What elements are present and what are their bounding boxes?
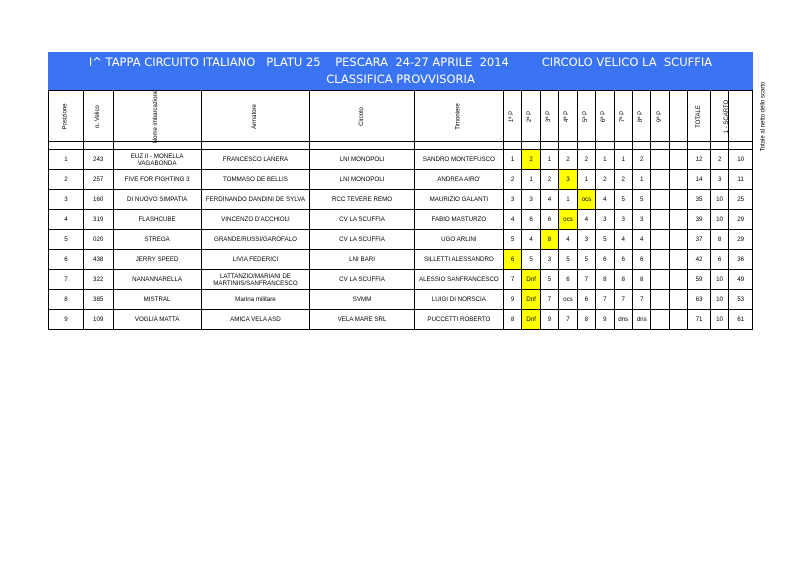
- race-score-cell: 2: [540, 170, 558, 190]
- column-header: [669, 91, 687, 142]
- column-header-label: 2ª P: [527, 110, 534, 123]
- race-score-cell: 2: [596, 170, 614, 190]
- race-score-cell: 7: [559, 310, 577, 330]
- sail-number-cell: 243: [83, 150, 113, 170]
- column-header-label: 8ª P: [638, 110, 645, 123]
- empty-cell: [669, 170, 687, 190]
- race-score-cell: [651, 270, 669, 290]
- column-header-label: Nome imbarcazione: [153, 89, 160, 144]
- race-score-cell: 9: [596, 310, 614, 330]
- race-score-cell: 5: [540, 270, 558, 290]
- race-score-cell: 3: [540, 250, 558, 270]
- column-header: [614, 91, 632, 142]
- spacer-cell: [522, 142, 540, 150]
- results-table: [48, 81, 767, 330]
- owner-cell: AMICA VELA ASD: [201, 310, 310, 330]
- empty-cell: [669, 290, 687, 310]
- race-score-cell: 7: [577, 270, 595, 290]
- race-score-cell: [651, 230, 669, 250]
- standings-title: CLASSIFICA PROVVISORIA: [326, 72, 475, 86]
- spacer-cell: [669, 142, 687, 150]
- helm-cell: SILLETTI ALESSANDRO: [414, 250, 503, 270]
- discard-cell: 3: [710, 170, 728, 190]
- boat-name-cell: DI NUOVO SIMPATIA: [113, 190, 201, 210]
- race-score-cell: [651, 170, 669, 190]
- race-score-cell: [651, 290, 669, 310]
- column-header-label: 1 - SCARTO: [724, 99, 731, 134]
- header-row: [49, 91, 753, 142]
- sail-number-cell: 109: [83, 310, 113, 330]
- race-score-cell: 3: [632, 210, 650, 230]
- position-cell: 3: [49, 190, 84, 210]
- position-cell: 6: [49, 250, 84, 270]
- race-score-cell: 1: [522, 170, 540, 190]
- race-score-cell: 1: [577, 170, 595, 190]
- race-score-cell: 6: [614, 250, 632, 270]
- column-header: [729, 81, 767, 152]
- race-score-cell: 6: [540, 210, 558, 230]
- club-cell: LNI MONOPOLI: [310, 150, 415, 170]
- helm-cell: PUCCETTI ROBERTO: [414, 310, 503, 330]
- boat-name-cell: FIVE FOR FIGHTING 3: [113, 170, 201, 190]
- column-header-label: Posizione: [62, 103, 69, 130]
- race-score-cell: 4: [577, 210, 595, 230]
- race-score-cell: 2: [632, 150, 650, 170]
- race-score-cell: 2: [614, 170, 632, 190]
- race-score-cell: 5: [596, 230, 614, 250]
- column-header-label: 9ª P: [656, 110, 663, 123]
- spacer-cell: [310, 142, 415, 150]
- race-score-cell: 6: [522, 210, 540, 230]
- table-row: [49, 250, 753, 270]
- column-header: [596, 91, 614, 142]
- race-score-cell: 4: [596, 190, 614, 210]
- net-total-cell: 29: [729, 230, 753, 250]
- column-header-label: Circolo: [358, 107, 365, 126]
- boat-name-cell: EUZ II - MONELLA VAGABONDA: [113, 150, 201, 170]
- race-score-cell: 4: [614, 230, 632, 250]
- empty-cell: [669, 230, 687, 250]
- boat-name-cell: VOGLIA MATTA: [113, 310, 201, 330]
- discard-cell: 6: [710, 250, 728, 270]
- net-total-cell: 36: [729, 250, 753, 270]
- spacer-cell: [710, 142, 728, 150]
- column-header-label: Totale al netto dello scarto: [760, 81, 767, 152]
- net-total-cell: 11: [729, 170, 753, 190]
- table-row: [49, 230, 753, 250]
- column-header: [688, 91, 711, 142]
- spacer-cell: [559, 142, 577, 150]
- spacer-cell: [49, 142, 84, 150]
- column-header-label: 4ª P: [564, 110, 571, 123]
- boat-name-cell: STREGA: [113, 230, 201, 250]
- race-score-cell: dns: [614, 310, 632, 330]
- column-header-label: Armatore: [251, 104, 258, 129]
- race-score-cell: 5: [522, 250, 540, 270]
- total-cell: 59: [688, 270, 711, 290]
- empty-cell: [669, 250, 687, 270]
- race-score-cell: Dnf: [522, 270, 540, 290]
- club-cell: RCC TEVERE REMO: [310, 190, 415, 210]
- helm-cell: ANDREA AIRO': [414, 170, 503, 190]
- position-cell: 7: [49, 270, 84, 290]
- spacer-cell: [688, 142, 711, 150]
- race-score-cell: dns: [632, 310, 650, 330]
- discard-cell: 8: [710, 230, 728, 250]
- column-header: [577, 91, 595, 142]
- race-score-cell: 2: [503, 170, 521, 190]
- race-score-cell: Dnf: [522, 310, 540, 330]
- column-header: [522, 91, 540, 142]
- race-score-cell: 6: [577, 290, 595, 310]
- column-header-label: Timoniere: [455, 103, 462, 130]
- club-cell: CV LA SCUFFIA: [310, 210, 415, 230]
- race-score-cell: 4: [559, 230, 577, 250]
- column-header-label: n. Velico: [94, 105, 101, 128]
- race-score-cell: ocs: [559, 290, 577, 310]
- column-header: [49, 91, 84, 142]
- regatta-title: I^ TAPPA CIRCUITO ITALIANO PLATU 25 PESCARA 24-27 APRILE 2014 CIRCOLO VELICO LA SCUFFIA: [88, 55, 713, 69]
- race-score-cell: 8: [503, 310, 521, 330]
- position-cell: 8: [49, 290, 84, 310]
- column-header: [83, 91, 113, 142]
- table-row: [49, 270, 753, 290]
- helm-cell: LUIGI DI NORSCIA: [414, 290, 503, 310]
- net-total-cell: 25: [729, 190, 753, 210]
- total-cell: 37: [688, 230, 711, 250]
- discard-cell: 10: [710, 310, 728, 330]
- owner-cell: Marina militare: [201, 290, 310, 310]
- column-header-label: 5ª P: [582, 110, 589, 123]
- discard-cell: 10: [710, 270, 728, 290]
- column-header-label: 3ª P: [546, 110, 553, 123]
- race-score-cell: 3: [503, 190, 521, 210]
- race-score-cell: 2: [577, 150, 595, 170]
- spacer-cell: [632, 142, 650, 150]
- total-cell: 63: [688, 290, 711, 310]
- sail-number-cell: 385: [83, 290, 113, 310]
- empty-cell: [669, 270, 687, 290]
- position-cell: 4: [49, 210, 84, 230]
- race-score-cell: 6: [559, 270, 577, 290]
- sail-number-cell: 319: [83, 210, 113, 230]
- net-total-cell: 10: [729, 150, 753, 170]
- race-score-cell: ocs: [577, 190, 595, 210]
- race-score-cell: 4: [503, 210, 521, 230]
- column-header-label: 7ª P: [619, 110, 626, 123]
- race-score-cell: 6: [503, 250, 521, 270]
- race-score-cell: 4: [632, 230, 650, 250]
- owner-cell: TOMMASO DE BELLIS: [201, 170, 310, 190]
- column-header: [540, 91, 558, 142]
- table-row: [49, 190, 753, 210]
- spacer-cell: [414, 142, 503, 150]
- column-header: [310, 91, 415, 142]
- owner-cell: LATTANZIO/MARIANI DE MARTINIIS/SANFRANCESCO: [201, 270, 310, 290]
- owner-cell: FERDINANDO DANDINI DE SYLVA: [201, 190, 310, 210]
- helm-cell: ALESSIO SANFRANCESCO: [414, 270, 503, 290]
- helm-cell: SANDRO MONTEFUSCO: [414, 150, 503, 170]
- race-score-cell: 7: [503, 270, 521, 290]
- race-score-cell: [651, 250, 669, 270]
- table-row: [49, 170, 753, 190]
- empty-cell: [669, 310, 687, 330]
- total-cell: 42: [688, 250, 711, 270]
- column-header-label: 1ª P: [509, 110, 516, 123]
- race-score-cell: 9: [503, 290, 521, 310]
- net-total-cell: 29: [729, 210, 753, 230]
- boat-name-cell: NANANNARELLA: [113, 270, 201, 290]
- race-score-cell: 7: [596, 290, 614, 310]
- column-header: [503, 91, 521, 142]
- race-score-cell: 3: [596, 210, 614, 230]
- empty-cell: [669, 150, 687, 170]
- sail-number-cell: 020: [83, 230, 113, 250]
- column-header: [651, 91, 669, 142]
- race-score-cell: 1: [559, 190, 577, 210]
- spacer-cell: [596, 142, 614, 150]
- race-score-cell: 3: [559, 170, 577, 190]
- helm-cell: UGO ARLINI: [414, 230, 503, 250]
- race-score-cell: 4: [540, 190, 558, 210]
- race-score-cell: 7: [632, 290, 650, 310]
- spacer-cell: [577, 142, 595, 150]
- race-score-cell: 5: [632, 190, 650, 210]
- boat-name-cell: JERRY SPEED: [113, 250, 201, 270]
- race-score-cell: ocs: [559, 210, 577, 230]
- race-score-cell: 5: [614, 190, 632, 210]
- race-score-cell: 8: [614, 270, 632, 290]
- position-cell: 2: [49, 170, 84, 190]
- race-score-cell: 8: [540, 230, 558, 250]
- race-score-cell: 8: [577, 310, 595, 330]
- race-score-cell: 5: [559, 250, 577, 270]
- total-cell: 12: [688, 150, 711, 170]
- spacer-cell: [651, 142, 669, 150]
- discard-cell: 10: [710, 210, 728, 230]
- race-score-cell: 1: [596, 150, 614, 170]
- race-score-cell: 3: [522, 190, 540, 210]
- race-score-cell: [651, 150, 669, 170]
- race-score-cell: 2: [559, 150, 577, 170]
- net-total-cell: 53: [729, 290, 753, 310]
- race-score-cell: [651, 190, 669, 210]
- column-header: [414, 91, 503, 142]
- position-cell: 1: [49, 150, 84, 170]
- race-score-cell: 2: [522, 150, 540, 170]
- owner-cell: GRANDE/RUSSI/GAROFALO: [201, 230, 310, 250]
- sail-number-cell: 438: [83, 250, 113, 270]
- race-score-cell: 3: [614, 210, 632, 230]
- sail-number-cell: 322: [83, 270, 113, 290]
- column-header: [113, 91, 201, 142]
- race-score-cell: [651, 210, 669, 230]
- race-score-cell: 1: [614, 150, 632, 170]
- club-cell: LNI MONOPOLI: [310, 170, 415, 190]
- net-total-cell: 61: [729, 310, 753, 330]
- boat-name-cell: MISTRAL: [113, 290, 201, 310]
- spacer-cell: [614, 142, 632, 150]
- table-row: [49, 290, 753, 310]
- column-header: [201, 91, 310, 142]
- total-cell: 35: [688, 190, 711, 210]
- empty-cell: [669, 190, 687, 210]
- column-header: [710, 91, 731, 142]
- table-row: [49, 310, 753, 330]
- boat-name-cell: FLASHCUBE: [113, 210, 201, 230]
- column-header: [632, 91, 650, 142]
- helm-cell: FABIO MASTURZO: [414, 210, 503, 230]
- table-row: [49, 150, 753, 170]
- spacer-cell: [540, 142, 558, 150]
- sail-number-cell: 160: [83, 190, 113, 210]
- total-cell: 39: [688, 210, 711, 230]
- race-score-cell: 1: [503, 150, 521, 170]
- helm-cell: MAURIZIO GALANTI: [414, 190, 503, 210]
- race-score-cell: [651, 310, 669, 330]
- spacer-cell: [201, 142, 310, 150]
- race-score-cell: 5: [577, 250, 595, 270]
- position-cell: 5: [49, 230, 84, 250]
- race-score-cell: 1: [632, 170, 650, 190]
- race-score-cell: 6: [632, 250, 650, 270]
- race-score-cell: 1: [540, 150, 558, 170]
- total-cell: 71: [688, 310, 711, 330]
- race-score-cell: 7: [540, 290, 558, 310]
- sail-number-cell: 257: [83, 170, 113, 190]
- table-row: [49, 210, 753, 230]
- owner-cell: LIVIA FEDERICI: [201, 250, 310, 270]
- race-score-cell: 6: [596, 250, 614, 270]
- club-cell: CV LA SCUFFIA: [310, 230, 415, 250]
- column-header-label: TOTALE: [696, 105, 703, 128]
- position-cell: 9: [49, 310, 84, 330]
- net-total-cell: 49: [729, 270, 753, 290]
- spacer-cell: [83, 142, 113, 150]
- race-score-cell: 8: [596, 270, 614, 290]
- column-header: [559, 91, 577, 142]
- race-score-cell: 9: [540, 310, 558, 330]
- club-cell: LNI BARI: [310, 250, 415, 270]
- race-score-cell: 5: [503, 230, 521, 250]
- title-banner: [48, 52, 753, 90]
- club-cell: SVMM: [310, 290, 415, 310]
- discard-cell: 10: [710, 190, 728, 210]
- spacer-cell: [729, 142, 753, 150]
- spacer-cell: [503, 142, 521, 150]
- total-cell: 14: [688, 170, 711, 190]
- race-score-cell: 8: [632, 270, 650, 290]
- column-header-label: 6ª P: [601, 110, 608, 123]
- race-score-cell: 7: [614, 290, 632, 310]
- owner-cell: VINCENZO D'ACCHIOLI: [201, 210, 310, 230]
- discard-cell: 10: [710, 290, 728, 310]
- club-cell: VELA MARE SRL: [310, 310, 415, 330]
- owner-cell: FRANCESCO LANERA: [201, 150, 310, 170]
- race-score-cell: Dnf: [522, 290, 540, 310]
- club-cell: CV LA SCUFFIA: [310, 270, 415, 290]
- empty-cell: [669, 210, 687, 230]
- race-score-cell: 4: [522, 230, 540, 250]
- discard-cell: 2: [710, 150, 728, 170]
- race-score-cell: 3: [577, 230, 595, 250]
